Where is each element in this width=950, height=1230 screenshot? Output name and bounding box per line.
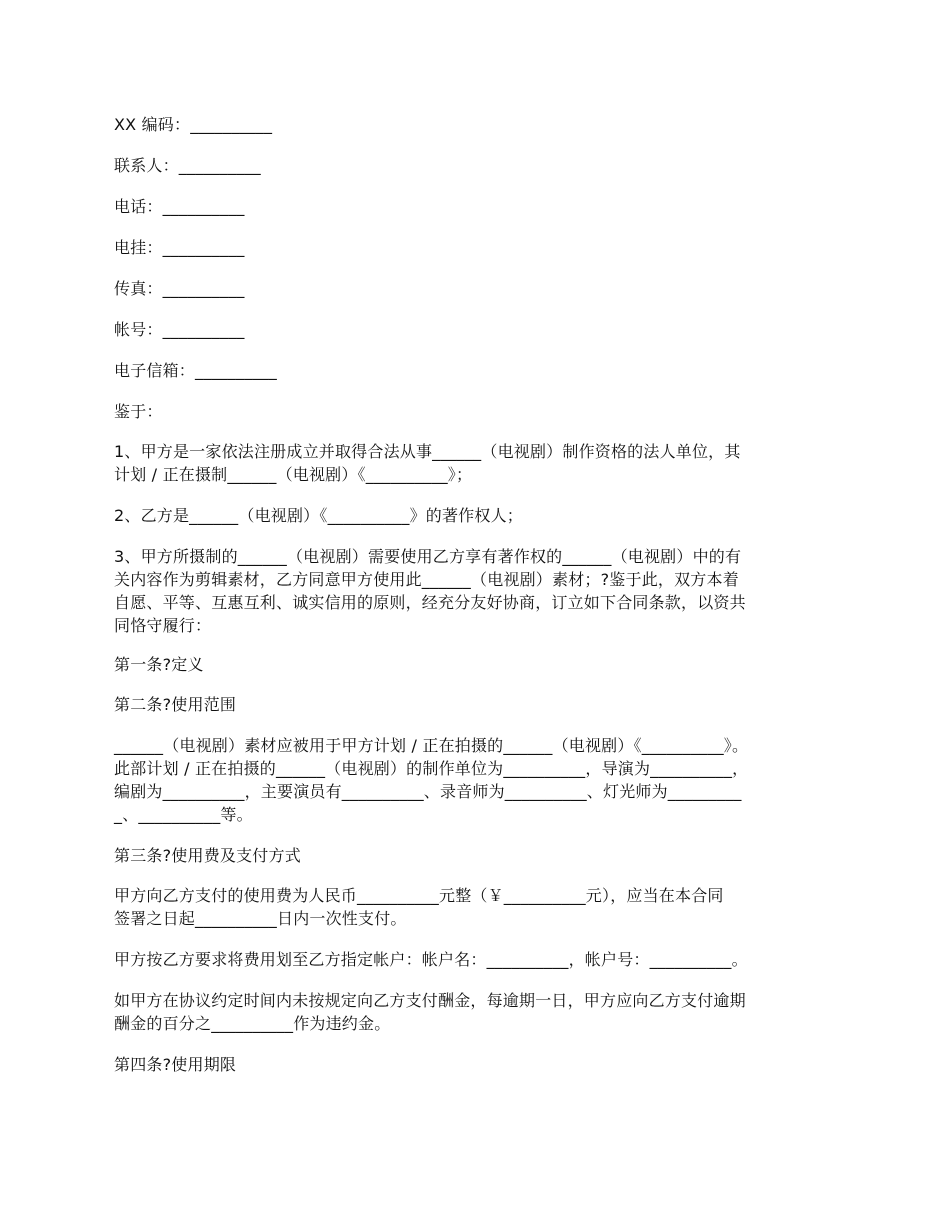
recital-3-line-3: 自愿、平等、互惠互利、诚实信用的原则，经充分友好协商，订立如下合同条款，以资共 <box>114 593 746 612</box>
article-3-para-3-line-2: 酬金的百分之__________作为违约金。 <box>114 1014 391 1033</box>
article-1-heading: 第一条?定义 <box>114 655 204 674</box>
article-3-para-1-line-2: 签署之日起__________日内一次性支付。 <box>114 909 407 928</box>
article-2-heading: 第二条?使用范围 <box>114 695 237 714</box>
recital-3-line-4: 同恪守履行： <box>114 616 212 635</box>
field-telegram: 电挂：__________ <box>114 238 245 257</box>
article-3-para-1-line-1: 甲方向乙方支付的使用费为人民币__________元整（￥__________元），应当在本合同 <box>114 886 724 905</box>
field-email: 电子信箱：__________ <box>114 361 278 380</box>
article-3-para-2: 甲方按乙方要求将费用划至乙方指定帐户：帐户名：__________，帐户号：__________。 <box>114 950 748 969</box>
article-2-line-4: _、__________等。 <box>114 805 253 824</box>
field-contact: 联系人：__________ <box>114 156 261 175</box>
recital-3-line-1: 3、甲方所摄制的______（电视剧）需要使用乙方享有著作权的______（电视剧）中的有 <box>114 547 742 566</box>
article-2-line-3: 编剧为__________，主要演员有__________、录音师为__________、灯光师为_________ <box>114 782 742 801</box>
recital-3-line-2: 关内容作为剪辑素材，乙方同意甲方使用此______（电视剧）素材；?鉴于此，双方本着 <box>114 570 739 589</box>
field-fax: 传真：__________ <box>114 279 245 298</box>
field-code: XX 编码：__________ <box>114 115 273 134</box>
article-2-line-2: 此部计划 / 正在拍摄的______（电视剧）的制作单位为__________，导演为__________， <box>114 759 749 778</box>
article-4-heading: 第四条?使用期限 <box>114 1055 237 1074</box>
recital-2: 2、乙方是______（电视剧）《__________》的著作权人； <box>114 506 523 525</box>
field-phone: 电话：__________ <box>114 197 245 216</box>
article-2-line-1: ______（电视剧）素材应被用于甲方计划 / 正在拍摄的______（电视剧）《__________》。 <box>114 736 749 755</box>
recital-1-line-2: 计划 / 正在摄制______（电视剧）《__________》； <box>114 465 473 484</box>
whereas-heading: 鉴于： <box>114 402 163 421</box>
article-3-heading: 第三条?使用费及支付方式 <box>114 846 301 865</box>
article-3-para-3-line-1: 如甲方在协议约定时间内未按规定向乙方支付酬金，每逾期一日，甲方应向乙方支付逾期 <box>114 991 746 1010</box>
recital-1-line-1: 1、甲方是一家依法注册成立并取得合法从事______（电视剧）制作资格的法人单位，其 <box>114 442 741 461</box>
field-account: 帐号：__________ <box>114 320 245 339</box>
